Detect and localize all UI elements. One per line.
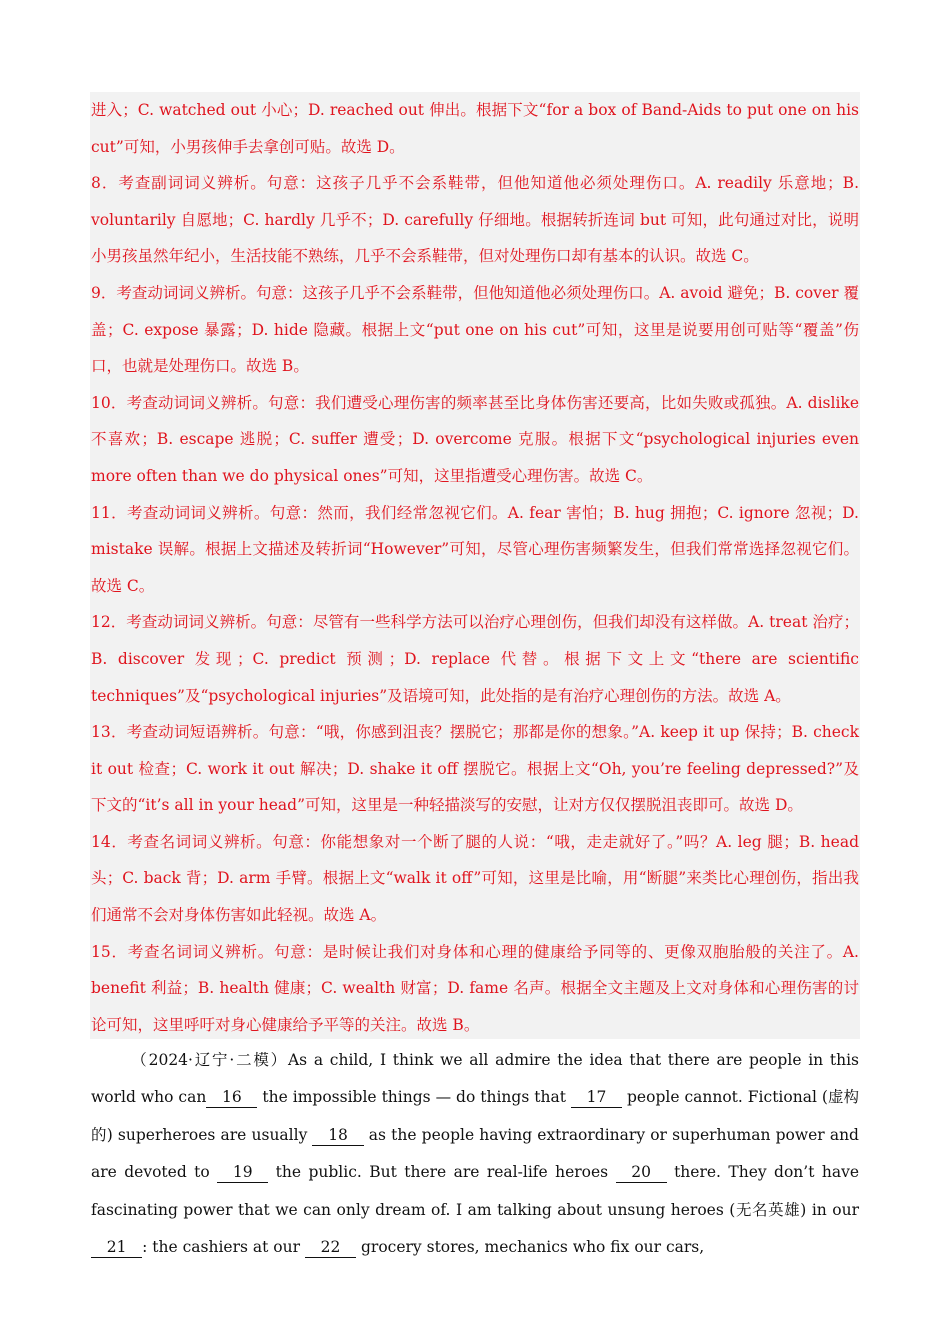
blank-17: 17 [571, 1089, 622, 1108]
blank-19: 19 [217, 1164, 268, 1183]
passage-text: people cannot. Fictional (虚构的) superheroes are usually [91, 1088, 859, 1144]
blank-21: 21 [91, 1239, 142, 1258]
passage-text: there. They don’t have fascinating power that we can only dream of. I am talking about unsung heroes (无名英雄) in our [91, 1163, 859, 1219]
answer-9: 9．考查动词词义辨析。句意：这孩子几乎不会系鞋带，但他知道他必须处理伤口。A. avoid 避免；B. cover 覆盖；C. expose 暴露；D. hide 隐藏。根据上文“put one on his cut”可知，这里是说要用创可贴等“覆盖”伤口，也就是处理伤口。故选 B。 [91, 283, 859, 376]
answer-13: 13．考查动词短语辨析。句意：“哦，你感到沮丧？摆脱它；那都是你的想象。”A. keep it up 保持；B. check it out 检查；C. work it out 解决；D. shake it off 摆脱它。根据上文“Oh, you’re feeling depressed?”及下文的“it’s all in your head”可知，这里是一种轻描淡写的安慰，让对方仅仅摆脱沮丧即可。故选 D。 [91, 723, 859, 815]
blank-18: 18 [312, 1127, 363, 1146]
passage-text: （2024·辽宁·二模）As a child, I think we all admire the idea that there are people in this world who can [91, 1051, 859, 1107]
blank-20: 20 [616, 1164, 667, 1183]
answer-8: 8．考查副词词义辨析。句意：这孩子几乎不会系鞋带，但他知道他必须处理伤口。A. readily 乐意地；B. voluntarily 自愿地；C. hardly 几乎不；D. carefully 仔细地。根据转折连词 but 可知，此句通过对比，说明小男孩虽然年纪小，生活技能不熟练，几乎不会系鞋带，但对处理伤口却有基本的认识。故选 C。 [91, 174, 859, 266]
cloze-passage [91, 1042, 859, 1266]
passage-text: as the people having extraordinary or superhuman power and are devoted to [91, 1125, 859, 1182]
answer-7-continued: 进入；C. watched out 小心；D. reached out 伸出。根据下文“for a box of Band-Aids to put one on his cut”可知，小男孩伸手去拿创可贴。故选 D。 [91, 101, 859, 156]
answer-12: 12．考查动词词义辨析。句意：尽管有一些科学方法可以治疗心理创伤，但我们却没有这样做。A. treat 治疗；B. discover 发现；C. predict 预测；D. replace 代替。根据下文上文“there are scientific techniques”及“psychological injuries”及语境可知，此处指的是有治疗心理创伤的方法。故选 A。 [91, 613, 859, 705]
cloze-paragraph [91, 1042, 859, 1266]
answer-11: 11．考查动词词义辨析。句意：然而，我们经常忽视它们。A. fear 害怕；B. hug 拥抱；C. ignore 忽视；D. mistake 误解。根据上文描述及转折词“However”可知，尽管心理伤害频繁发生，但我们常常选择忽视它们。故选 C。 [91, 503, 859, 595]
answer-14: 14．考查名词词义辨析。句意：你能想象对一个断了腿的人说：“哦，走走就好了。”吗？A. leg 腿；B. head 头；C. back 背；D. arm 手臂。根据上文“walk it off”可知，这里是比喻，用“断腿”来类比心理创伤，指出我们通常不会对身体伤害如此轻视。故选 A。 [91, 832, 859, 925]
blank-16: 16 [206, 1089, 257, 1108]
passage-text: the public. But there are real-life heroes [268, 1163, 616, 1182]
passage-text: grocery stores, mechanics who fix our cars, [356, 1238, 705, 1257]
passage-text: the impossible things — do things that [257, 1088, 571, 1107]
answer-10: 10．考查动词词义辨析。句意：我们遭受心理伤害的频率甚至比身体伤害还要高，比如失败或孤独。A. dislike 不喜欢；B. escape 逃脱；C. suffer 遭受；D. overcome 克服。根据下文“psychological injuries even more often than we do physical ones”可知，这里指遭受心理伤害。故选 C。 [91, 393, 859, 485]
passage-text: : the cashiers at our [142, 1238, 305, 1257]
answer-15: 15．考查名词词义辨析。句意：是时候让我们对身体和心理的健康给予同等的、更像双胞胎般的关注了。A. benefit 利益；B. health 健康；C. wealth 财富；D. fame 名声。根据全文主题及上文对身体和心理伤害的讨论可知，这里呼吁对身心健康给予平等的关注。故选 B。 [91, 942, 859, 1034]
blank-22: 22 [305, 1239, 356, 1258]
answer-explanations [91, 92, 859, 1043]
